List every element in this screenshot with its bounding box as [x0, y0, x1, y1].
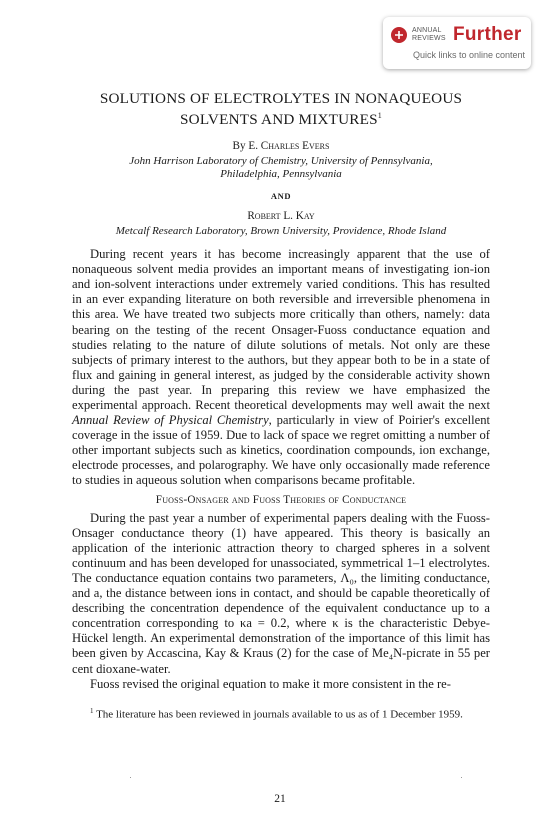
further-label: Further — [453, 24, 522, 45]
author-2-affiliation: Metcalf Research Laboratory, Brown University, Providence, Rhode Island — [115, 225, 447, 238]
quick-links-label[interactable]: Quick links to online content — [413, 50, 526, 60]
annual-reviews-label: ANNUAL REVIEWS — [412, 27, 446, 42]
scan-speck — [130, 777, 131, 778]
author-separator: AND — [270, 191, 292, 202]
scan-speck — [461, 777, 462, 778]
title-footnote-mark[interactable]: 1 — [377, 111, 382, 120]
author-1-affiliation: John Harrison Laboratory of Chemistry, University of Pennsylvania, Philadelphia, Pennsylvania — [129, 155, 433, 181]
author-1: By E. Charles Evers — [232, 140, 330, 153]
intro-paragraph: During recent years it has become increasingly apparent that the use of nonaqueous solvent media provides an important means of investigating ion-ion and ion-solvent interactions under extremely varied conditions. This has resulted in an ever expanding literature on both reversible and irreversible phenomena in this area. We have treated two subjects more critically than others, namely: data bearing on the testing of the recent Onsager-Fuoss conductance equation and studies relating to the nature of dilute solutions of metals. Not only are these subjects of primary interest to the authors, but they appear both to be in a state of flux and gaining in general interest, as judged by the considerable activity shown during the past year. In preparing this review we have emphasized the experimental approach. Recent theoretical developments may well await the next Annual Review of Physical Chemistry, particularly in view of Poirier's excellent coverage in the issue of 1959. Due to lack of space we regret omitting a number of other important subjects such as kinetics, coordination compounds, ion exchange, electrode processes, and polarography. We have only occasionally made reference to studies in aqueous solution when comparisons became profitable. — [72, 247, 491, 488]
page-number: 21 — [274, 793, 286, 805]
article-title: SOLUTIONS OF ELECTROLYTES IN NONAQUEOUS SOLVENTS AND MIXTURES$^1$ — [99, 90, 463, 129]
author-2: Robert L. Kay — [247, 210, 315, 223]
section-heading: Fuoss-Onsager and Fuoss Theories of Conductance — [155, 493, 407, 506]
paragraph-2: During the past year a number of experimental papers dealing with the Fuoss-Onsager conductance theory (1) have appeared. This theory is basically an application of the interionic attraction theory to charged spheres in a solvent continuum and has been developed for unassociated, symmetrical 1–1 electrolytes. The conductance equation contains two parameters, Λ₀, the limiting conductance, and a, the distance between ions in contact, and should be capable theoretically of describing the concentration dependence of the equivalent conductance up to a concentration corresponding to κa = 0.2, where κ is the characteristic Debye-Hückel length. An experimental demonstration of the importance of this limit has been given by Accascina, Kay & Kraus (2) for the case of Me₄N-picrate in 55 per cent dioxane-water. — [72, 510, 490, 676]
paragraph-3: Fuoss revised the original equation to make it more consistent in the re- — [90, 676, 451, 691]
annual-reviews-further-badge[interactable] — [383, 17, 531, 69]
footnote-1: $^1$ The literature has been reviewed in journals available to us as of 1 December 1959. — [90, 706, 463, 721]
article-page — [72, 90, 490, 721]
further-logo-icon — [391, 27, 407, 43]
